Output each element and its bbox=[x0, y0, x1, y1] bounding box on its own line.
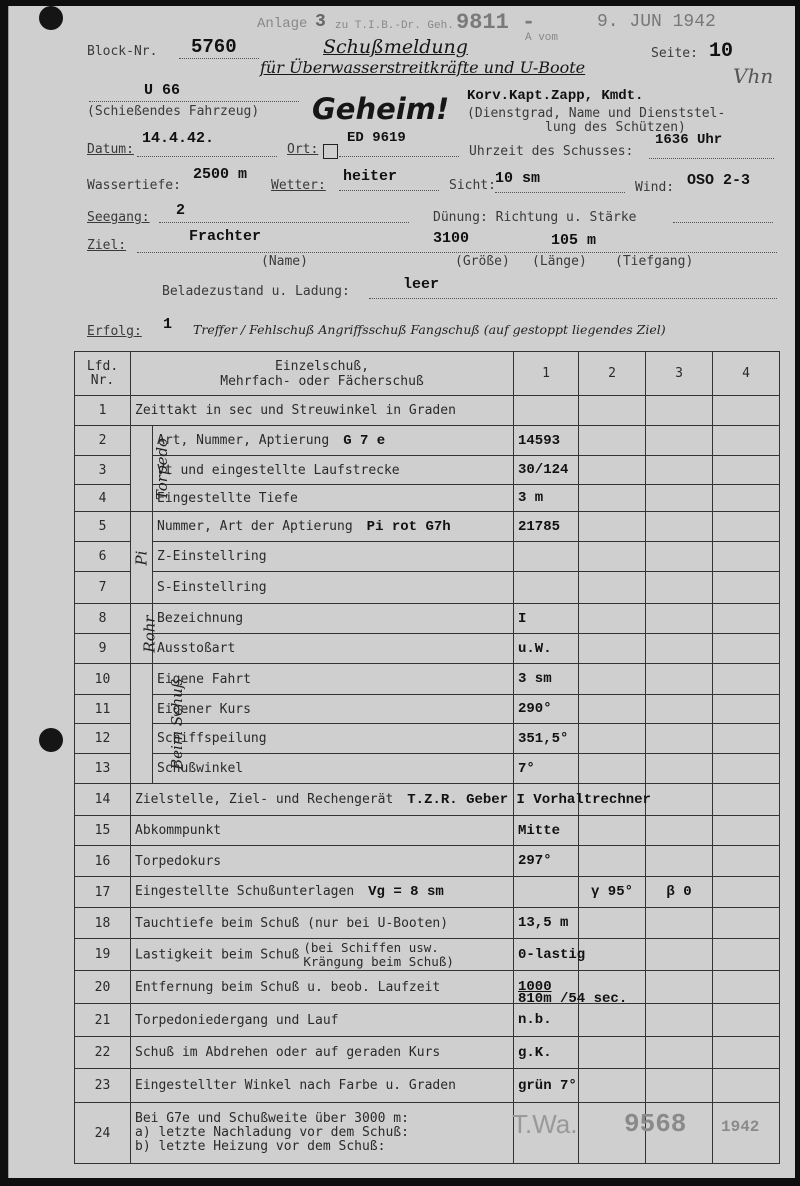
table-row bbox=[75, 877, 780, 908]
table-row bbox=[75, 1069, 780, 1103]
row19-note-line-1: (bei Schiffen usw. bbox=[303, 939, 439, 955]
col2-cell bbox=[579, 816, 646, 846]
col3-cell bbox=[646, 485, 713, 512]
col4-cell bbox=[713, 1069, 780, 1103]
col1-value: 351,5° bbox=[518, 730, 569, 747]
col1-value: grün 7° bbox=[518, 1077, 577, 1094]
table-row bbox=[75, 604, 780, 634]
page-label: Seite: bbox=[651, 46, 698, 61]
col1-cell bbox=[514, 485, 579, 512]
row-description: Art, Nummer, Aptierung bbox=[157, 432, 330, 448]
col2-cell bbox=[579, 754, 646, 784]
col1-cell bbox=[514, 1069, 579, 1103]
anlage-label: Anlage bbox=[257, 16, 308, 32]
date-stamp: 9. JUN 1942 bbox=[597, 12, 716, 32]
row-description: Zeittakt in sec und Streuwinkel in Graden bbox=[135, 403, 456, 418]
col2-cell bbox=[579, 456, 646, 485]
table-row bbox=[75, 939, 780, 971]
col4-cell bbox=[713, 426, 780, 456]
col1-value: g.K. bbox=[518, 1044, 552, 1061]
row-description-cell bbox=[153, 426, 514, 456]
sea-label: Seegang: bbox=[87, 210, 150, 225]
col4-cell bbox=[713, 664, 780, 695]
col3-cell bbox=[646, 604, 713, 634]
table-row bbox=[75, 908, 780, 939]
row-extra-value: Pi rot G7h bbox=[366, 518, 451, 535]
header-col-2: 2 bbox=[579, 352, 646, 396]
col1-cell bbox=[514, 971, 628, 1007]
table-row bbox=[75, 664, 780, 695]
row-description: Torpedokurs bbox=[135, 853, 222, 869]
form-title: Schußmeldung bbox=[323, 36, 468, 58]
row-description: Ausstoßart bbox=[157, 641, 236, 656]
col1-cell bbox=[514, 456, 579, 485]
anlage-reference: zu T.I.B.-Dr. Geh. bbox=[335, 20, 454, 32]
col3-cell bbox=[646, 939, 713, 971]
place-value: ED 9619 bbox=[347, 130, 406, 146]
col1-cell bbox=[514, 634, 579, 664]
row-extra-value: Vg = 8 sm bbox=[368, 884, 444, 900]
sight-label: Sicht: bbox=[449, 178, 496, 193]
header-description bbox=[131, 352, 514, 396]
row-description: Vt und eingestellte Laufstrecke bbox=[157, 462, 400, 478]
col1-value: 1000 bbox=[518, 979, 552, 995]
col3-cell bbox=[646, 1037, 713, 1069]
col1-cell bbox=[514, 426, 579, 456]
shooter-label-2: lung des Schützen) bbox=[545, 120, 686, 135]
col4-cell bbox=[713, 1004, 780, 1037]
table-row bbox=[75, 572, 780, 604]
row-number: 15 bbox=[75, 816, 131, 846]
table-row bbox=[75, 485, 780, 512]
table-row bbox=[75, 456, 780, 485]
col2-cell bbox=[579, 908, 646, 939]
col3-cell bbox=[646, 456, 713, 485]
col2-cell bbox=[579, 426, 646, 456]
row24-line-a: a) letzte Nachladung vor dem Schuß: bbox=[135, 1125, 409, 1140]
col4-cell bbox=[713, 939, 780, 971]
row-description-cell bbox=[131, 939, 514, 971]
row-description: Lastigkeit beim Schuß bbox=[135, 947, 300, 962]
wind-value: OSO 2-3 bbox=[687, 172, 751, 189]
group-label-cell bbox=[131, 426, 172, 512]
row-number: 1 bbox=[75, 396, 131, 426]
date-label: Datum: bbox=[87, 142, 134, 157]
row-description-cell bbox=[153, 695, 514, 724]
row-number: 19 bbox=[75, 939, 131, 971]
col3-cell bbox=[646, 816, 713, 846]
row-description-cell bbox=[153, 485, 514, 512]
header-col-1: 1 bbox=[514, 352, 579, 396]
col3-cell bbox=[646, 695, 713, 724]
success-options: Treffer / Fehlschuß Angriffsschuß Fangschuß (auf gestoppt liegendes Ziel) bbox=[193, 322, 666, 337]
col3-cell bbox=[646, 846, 713, 877]
row20-line-2: 810m /54 sec. bbox=[518, 991, 628, 1007]
row-number: 24 bbox=[75, 1103, 131, 1164]
group-label-cell bbox=[131, 664, 186, 784]
col1-cell bbox=[514, 542, 579, 572]
row-extra-value: T.Z.R. Geber I Vorhaltrechner bbox=[407, 791, 651, 808]
block-number: 5760 bbox=[191, 36, 237, 58]
row-description: Schußwinkel bbox=[157, 761, 244, 776]
row-description-cell bbox=[153, 664, 514, 695]
row-number: 11 bbox=[75, 695, 131, 724]
col4-cell bbox=[713, 816, 780, 846]
col1-value: 0-lastig bbox=[518, 946, 586, 963]
col4-cell bbox=[713, 724, 780, 754]
group-label-cell bbox=[131, 604, 159, 664]
row-description-cell bbox=[131, 1037, 514, 1069]
target-label: Ziel: bbox=[87, 238, 127, 253]
row-number: 3 bbox=[75, 456, 131, 485]
col4-cell bbox=[713, 542, 780, 572]
col2-cell bbox=[579, 939, 646, 971]
row-number: 7 bbox=[75, 572, 131, 604]
row-description-cell bbox=[153, 754, 514, 784]
row-description: S-Einstellring bbox=[157, 580, 267, 595]
document-number-suffix: A vom bbox=[525, 32, 559, 44]
col4-cell bbox=[713, 456, 780, 485]
form-subtitle: für Überwasserstreitkräfte und U-Boote bbox=[260, 58, 586, 77]
table-row bbox=[75, 1004, 780, 1037]
col3-cell bbox=[646, 877, 713, 908]
col3-cell bbox=[646, 1004, 713, 1037]
time-value: 1636 Uhr bbox=[655, 132, 723, 148]
target-sub-length: (Länge) bbox=[532, 254, 587, 269]
col3-cell bbox=[646, 572, 713, 604]
row-description: Entfernung beim Schuß u. beob. Laufzeit bbox=[135, 979, 441, 995]
vessel-label: (Schießendes Fahrzeug) bbox=[87, 104, 260, 119]
depth-value: 2500 m bbox=[193, 166, 248, 183]
col4-cell bbox=[713, 908, 780, 939]
col1-value: 14593 bbox=[518, 432, 561, 449]
col4-cell bbox=[713, 396, 780, 426]
row-number: 16 bbox=[75, 846, 131, 877]
row-number: 5 bbox=[75, 512, 131, 542]
table-row bbox=[75, 512, 780, 542]
col1-cell bbox=[514, 754, 579, 784]
col3-cell bbox=[646, 396, 713, 426]
col2-cell bbox=[579, 572, 646, 604]
col1-cell bbox=[514, 846, 579, 877]
row-number: 2 bbox=[75, 426, 131, 456]
col1-value: n.b. bbox=[518, 1012, 552, 1028]
row-description-cell bbox=[131, 908, 514, 939]
archive-stamp-year: 1942 bbox=[721, 1118, 760, 1136]
table-row bbox=[75, 634, 780, 664]
table-row bbox=[75, 971, 780, 1004]
col1-cell bbox=[514, 724, 579, 754]
col4-cell bbox=[713, 1037, 780, 1069]
sight-value: 10 sm bbox=[495, 170, 541, 187]
col2-cell bbox=[579, 877, 646, 908]
group-label: Beim Schuß bbox=[167, 677, 186, 770]
col1-value: 30/124 bbox=[518, 462, 569, 478]
time-label: Uhrzeit des Schusses: bbox=[469, 144, 634, 159]
col4-cell bbox=[713, 485, 780, 512]
col3-cell bbox=[646, 634, 713, 664]
col4-cell bbox=[713, 604, 780, 634]
target-size: 3100 bbox=[433, 230, 470, 247]
col2-cell bbox=[579, 485, 646, 512]
row-number: 23 bbox=[75, 1069, 131, 1103]
row-description-cell bbox=[131, 971, 514, 1004]
table-row bbox=[75, 1037, 780, 1069]
header-description-line-1: Einzelschuß, bbox=[275, 358, 369, 374]
col3-cell bbox=[646, 754, 713, 784]
col3-cell bbox=[646, 426, 713, 456]
col4-cell bbox=[713, 846, 780, 877]
row-description: Nummer, Art der Aptierung bbox=[157, 518, 353, 534]
col1-cell bbox=[514, 816, 579, 846]
weather-label: Wetter: bbox=[271, 178, 326, 193]
col2-cell bbox=[579, 542, 646, 572]
col3-cell bbox=[646, 724, 713, 754]
col2-cell bbox=[579, 724, 646, 754]
group-label: Pi bbox=[132, 550, 151, 565]
target-sub-size: (Größe) bbox=[455, 254, 510, 269]
col4-cell bbox=[713, 754, 780, 784]
col3-cell bbox=[646, 971, 713, 1004]
target-sub-draft: (Tiefgang) bbox=[615, 254, 694, 269]
load-label: Beladezustand u. Ladung: bbox=[162, 284, 350, 299]
archive-stamp-number: 9568 bbox=[624, 1109, 687, 1139]
col1-value: 3 m bbox=[518, 490, 544, 506]
document-page bbox=[8, 6, 795, 1178]
vessel-value: U 66 bbox=[144, 82, 181, 99]
col2-cell bbox=[579, 664, 646, 695]
handwritten-initials: Vhn bbox=[733, 64, 774, 88]
swell-label: Dünung: Richtung u. Stärke bbox=[433, 210, 637, 225]
row-description-cell bbox=[131, 1004, 514, 1037]
row-description: Z-Einstellring bbox=[157, 549, 267, 564]
row-description-cell bbox=[131, 846, 514, 877]
row-description: Schuß im Abdrehen oder auf geraden Kurs bbox=[135, 1045, 441, 1060]
row-description-cell bbox=[131, 1103, 514, 1164]
col1-value: 3 sm bbox=[518, 671, 552, 687]
col4-cell bbox=[713, 634, 780, 664]
page-number: 10 bbox=[709, 40, 734, 63]
row-description-cell bbox=[131, 816, 514, 846]
col1-cell bbox=[514, 512, 579, 542]
block-label: Block-Nr. bbox=[87, 44, 158, 59]
col1-cell bbox=[514, 695, 579, 724]
row-description-cell bbox=[153, 572, 514, 604]
row-description: Bezeichnung bbox=[157, 611, 244, 626]
col4-cell bbox=[713, 784, 780, 816]
place-checkbox[interactable] bbox=[323, 144, 338, 159]
col1-cell bbox=[514, 908, 579, 939]
col1-cell bbox=[514, 784, 579, 816]
target-name: Frachter bbox=[189, 228, 262, 245]
row-description-cell bbox=[131, 877, 514, 908]
header-col-3: 3 bbox=[646, 352, 713, 396]
col1-value: u.W. bbox=[518, 640, 552, 657]
row-number: 9 bbox=[75, 634, 131, 664]
depth-label: Wassertiefe: bbox=[87, 178, 181, 193]
row-description: Schiffspeilung bbox=[157, 731, 267, 746]
col1-cell bbox=[514, 1037, 579, 1069]
col1-cell bbox=[514, 604, 579, 634]
col4-cell bbox=[713, 512, 780, 542]
col3-cell bbox=[646, 512, 713, 542]
table-row bbox=[75, 426, 780, 456]
col4-cell bbox=[713, 572, 780, 604]
row-description: Eigene Fahrt bbox=[157, 671, 251, 687]
shooter-value: Korv.Kapt.Zapp, Kmdt. bbox=[467, 88, 644, 104]
row-number: 21 bbox=[75, 1004, 131, 1037]
table-row bbox=[75, 396, 780, 426]
row-description-cell bbox=[153, 604, 514, 634]
group-label-cell bbox=[131, 512, 153, 604]
target-length: 105 m bbox=[551, 232, 597, 249]
header-row-number: Lfd. Nr. bbox=[75, 352, 131, 396]
col1-cell bbox=[514, 1004, 579, 1037]
row-description: Abkommpunkt bbox=[135, 823, 222, 838]
col3-cell bbox=[646, 1069, 713, 1103]
row-number: 13 bbox=[75, 754, 131, 784]
row-description-cell bbox=[153, 512, 514, 542]
row-number: 22 bbox=[75, 1037, 131, 1069]
wind-label: Wind: bbox=[635, 180, 675, 195]
row19-note-line-2: Krängung beim Schuß) bbox=[303, 953, 454, 969]
col2-cell bbox=[579, 512, 646, 542]
table-row bbox=[75, 542, 780, 572]
row-number: 6 bbox=[75, 542, 131, 572]
col3-cell bbox=[646, 542, 713, 572]
row-description: Eingestellte Tiefe bbox=[157, 490, 298, 506]
col4-cell bbox=[713, 695, 780, 724]
row-description: Eigener Kurs bbox=[157, 701, 251, 717]
col3-value: β 0 bbox=[666, 884, 692, 900]
success-value: 1 bbox=[163, 316, 173, 333]
row-description-cell bbox=[153, 724, 514, 754]
row-number: 10 bbox=[75, 664, 131, 695]
row-description-cell bbox=[131, 1069, 514, 1103]
target-sub-name: (Name) bbox=[261, 254, 308, 269]
row-description: Bei G7e und Schußweite über 3000 m: bbox=[135, 1111, 409, 1126]
row-number: 18 bbox=[75, 908, 131, 939]
archive-stamp-label: T.Wa. bbox=[512, 1109, 578, 1139]
col2-cell bbox=[579, 604, 646, 634]
secret-mark: Geheim! bbox=[312, 92, 450, 126]
table-row bbox=[75, 846, 780, 877]
row-description-cell bbox=[153, 634, 514, 664]
header-description-line-2: Mehrfach- oder Fächerschuß bbox=[220, 373, 424, 389]
load-value: leer bbox=[403, 276, 440, 293]
group-label: Torpedo bbox=[153, 437, 172, 500]
col4-cell bbox=[713, 877, 780, 908]
row-description: Zielstelle, Ziel- und Rechengerät bbox=[135, 791, 394, 807]
shooter-label-1: (Dienstgrad, Name und Dienststel- bbox=[467, 106, 726, 121]
col3-cell bbox=[646, 664, 713, 695]
row-description-cell bbox=[153, 456, 514, 485]
col1-cell bbox=[514, 877, 579, 908]
header-col-4: 4 bbox=[713, 352, 780, 396]
col2-cell bbox=[579, 396, 646, 426]
row-description: Torpedoniedergang und Lauf bbox=[135, 1012, 339, 1028]
weather-value: heiter bbox=[343, 168, 398, 185]
col2-cell bbox=[579, 1037, 646, 1069]
row-description: Eingestellter Winkel nach Farbe u. Graden bbox=[135, 1078, 456, 1093]
row-description-cell bbox=[131, 396, 514, 426]
col2-cell bbox=[579, 1004, 646, 1037]
row-extra-value: G 7 e bbox=[343, 432, 386, 449]
place-label: Ort: bbox=[287, 142, 319, 157]
col1-value: 7° bbox=[518, 760, 535, 777]
sea-value: 2 bbox=[176, 202, 186, 219]
col1-value: 297° bbox=[518, 853, 552, 869]
anlage-number: 3 bbox=[315, 12, 326, 32]
table-header-row bbox=[75, 352, 780, 374]
col3-cell bbox=[646, 908, 713, 939]
col1-value: 290° bbox=[518, 701, 552, 717]
document-number: 9811 - bbox=[456, 10, 536, 35]
punch-hole-top bbox=[39, 6, 63, 30]
row-description: Eingestellte Schußunterlagen bbox=[135, 884, 355, 899]
success-label: Erfolg: bbox=[87, 324, 142, 339]
col4-cell bbox=[713, 971, 780, 1004]
row-description: Tauchtiefe beim Schuß (nur bei U-Booten) bbox=[135, 915, 449, 931]
row19-note bbox=[303, 941, 454, 969]
col1-cell bbox=[514, 664, 579, 695]
row-number: 17 bbox=[75, 877, 131, 908]
table-row bbox=[75, 816, 780, 846]
row24-line-b: b) letzte Heizung vor dem Schuß: bbox=[135, 1139, 386, 1154]
col2-cell bbox=[579, 695, 646, 724]
col2-cell bbox=[579, 1069, 646, 1103]
row-number: 4 bbox=[75, 485, 131, 512]
punch-hole-bottom bbox=[39, 728, 63, 752]
row-description-cell bbox=[131, 784, 651, 816]
col1-cell bbox=[514, 939, 586, 971]
row-number: 20 bbox=[75, 971, 131, 1004]
date-value: 14.4.42. bbox=[142, 130, 215, 147]
col2-cell bbox=[579, 634, 646, 664]
col3-cell bbox=[646, 784, 713, 816]
row-number: 14 bbox=[75, 784, 131, 816]
group-label: Rohr bbox=[140, 614, 159, 653]
col2-value: γ 95° bbox=[590, 884, 633, 900]
col1-value: 13,5 m bbox=[518, 915, 569, 931]
table-row bbox=[75, 784, 780, 816]
col1-value: I bbox=[518, 610, 527, 627]
col1-value: Mitte bbox=[518, 822, 561, 839]
col1-cell bbox=[514, 572, 579, 604]
row-number: 12 bbox=[75, 724, 131, 754]
shot-data-table bbox=[74, 351, 780, 1164]
col1-cell bbox=[514, 396, 579, 426]
col2-cell bbox=[579, 846, 646, 877]
row-number: 8 bbox=[75, 604, 131, 634]
col1-value: 21785 bbox=[518, 518, 561, 535]
row-description-cell bbox=[153, 542, 514, 572]
